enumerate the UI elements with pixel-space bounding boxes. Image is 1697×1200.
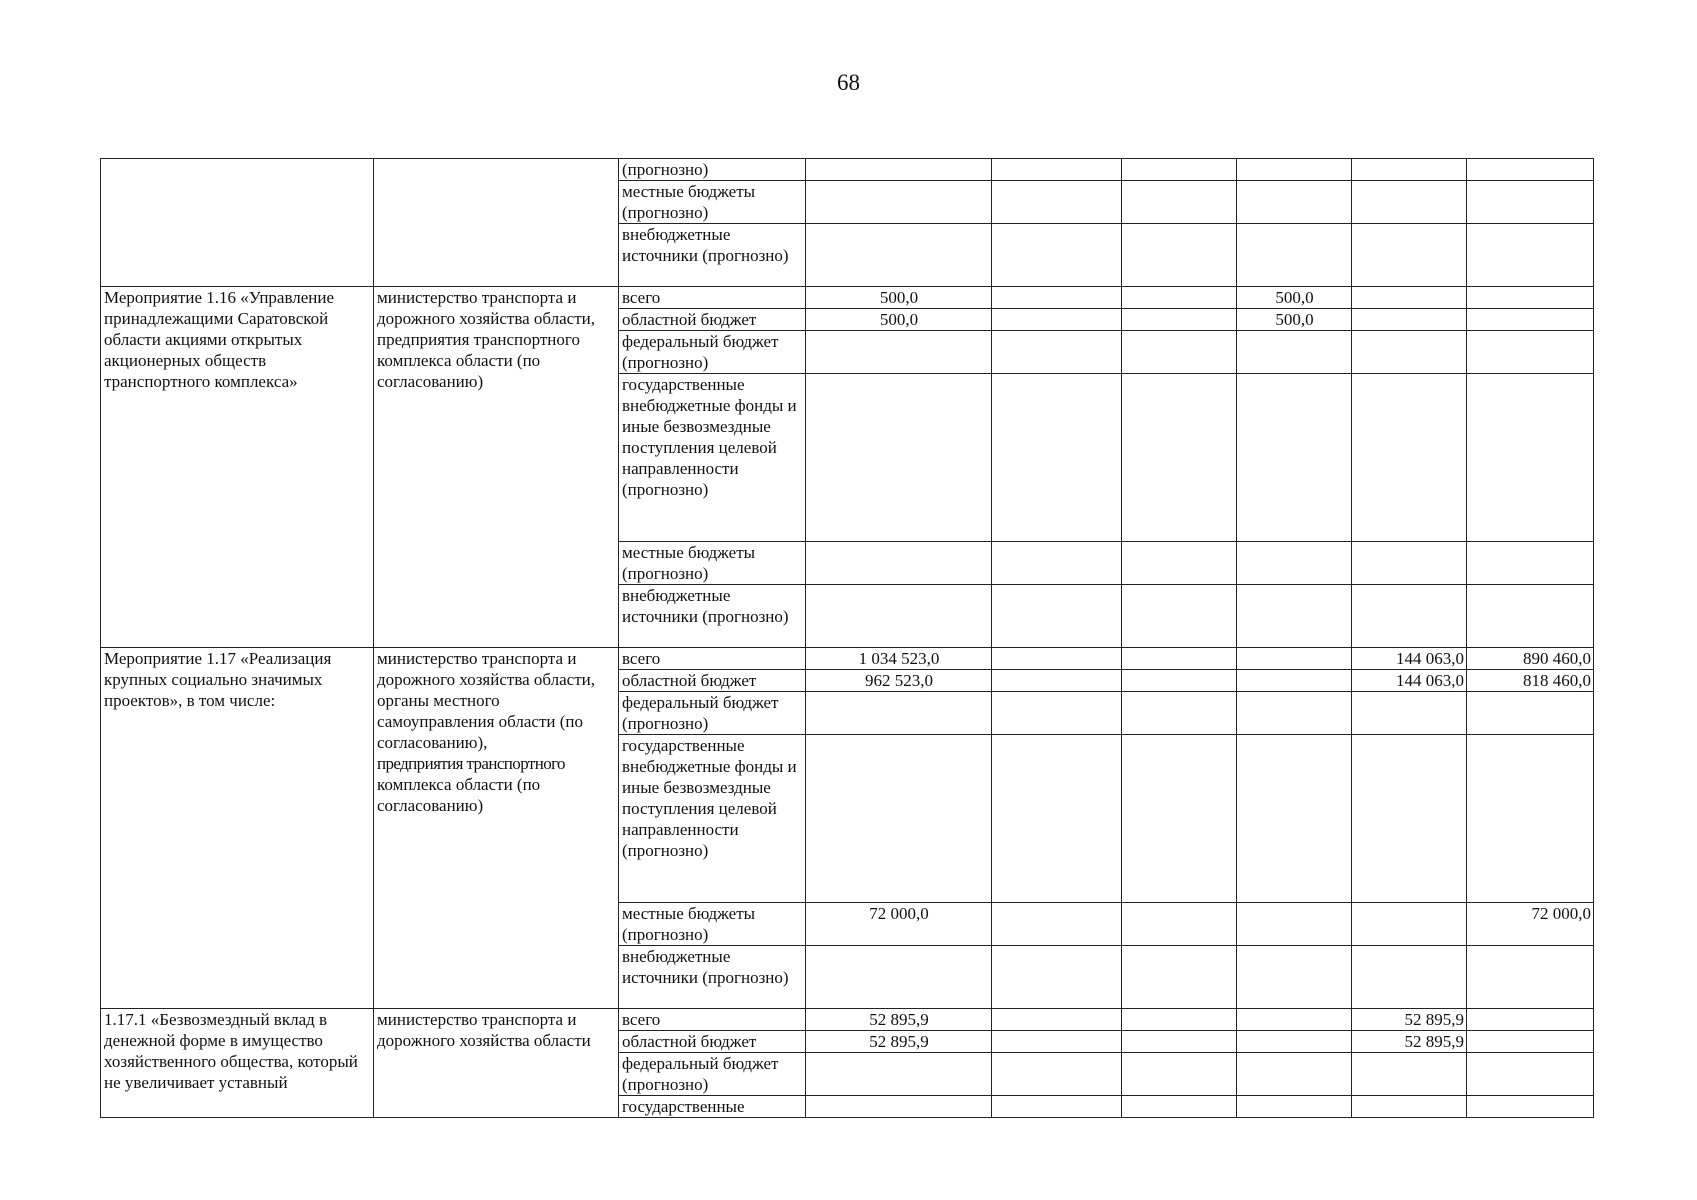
- activity-name-cell: Мероприятие 1.16 «Управление принадлежащими Саратовской области акциями открытых акционерных обществ транспортного комплекса»: [101, 287, 374, 648]
- value-cell: 52 895,9: [806, 1031, 992, 1053]
- source-cell: федеральный бюджет (прогнозно): [619, 1053, 806, 1096]
- source-cell: (прогнозно): [619, 159, 806, 181]
- activity-name-cell: [101, 159, 374, 287]
- source-cell: государственные внебюджетные фонды и иные безвозмездные поступления целевой направленности (прогнозно): [619, 735, 806, 903]
- activity-name-cell: 1.17.1 «Безвозмездный вклад в денежной форме в имущество хозяйственного общества, который не увеличивает уставный: [101, 1009, 374, 1118]
- table-row: [101, 287, 1594, 309]
- executor-cell: министерство транспорта и дорожного хозяйства области: [374, 1009, 619, 1118]
- page-number: 68: [837, 70, 860, 95]
- table-row: [101, 1009, 1594, 1031]
- source-cell: областной бюджет: [619, 670, 806, 692]
- budget-table: [100, 158, 1594, 1118]
- value-cell: 500,0: [1237, 309, 1352, 331]
- source-cell: внебюджетные источники (прогнозно): [619, 946, 806, 1009]
- value-cell: 72 000,0: [806, 903, 992, 946]
- source-cell: внебюджетные источники (прогнозно): [619, 585, 806, 648]
- source-cell: федеральный бюджет (прогнозно): [619, 692, 806, 735]
- value-cell: 52 895,9: [1352, 1009, 1467, 1031]
- value-cell: 144 063,0: [1352, 648, 1467, 670]
- source-cell: всего: [619, 287, 806, 309]
- source-cell: федеральный бюджет (прогнозно): [619, 331, 806, 374]
- source-cell: всего: [619, 648, 806, 670]
- executor-text: комплекса области (по согласованию): [377, 775, 541, 815]
- source-cell: государственные: [619, 1096, 806, 1118]
- executor-text: предприятия транспортного: [377, 754, 565, 773]
- source-cell: государственные внебюджетные фонды и иные безвозмездные поступления целевой направленности (прогнозно): [619, 374, 806, 542]
- executor-cell: [374, 648, 619, 1009]
- source-cell: местные бюджеты (прогнозно): [619, 181, 806, 224]
- table-row: [101, 648, 1594, 670]
- source-cell: внебюджетные источники (прогнозно): [619, 224, 806, 287]
- value-cell: 500,0: [1237, 287, 1352, 309]
- source-cell: областной бюджет: [619, 309, 806, 331]
- source-cell: областной бюджет: [619, 1031, 806, 1053]
- executor-text: министерство транспорта и дорожного хозяйства области, органы местного самоуправления области (по согласованию),: [377, 649, 596, 752]
- value-cell: 962 523,0: [806, 670, 992, 692]
- value-cell: 500,0: [806, 287, 992, 309]
- value-cell: 72 000,0: [1467, 903, 1594, 946]
- source-cell: всего: [619, 1009, 806, 1031]
- value-cell: 890 460,0: [1467, 648, 1594, 670]
- value-cell: 52 895,9: [1352, 1031, 1467, 1053]
- value-cell: 818 460,0: [1467, 670, 1594, 692]
- value-cell: 52 895,9: [806, 1009, 992, 1031]
- activity-name-cell: Мероприятие 1.17 «Реализация крупных социально значимых проектов», в том числе:: [101, 648, 374, 1009]
- source-cell: местные бюджеты (прогнозно): [619, 903, 806, 946]
- executor-cell: [374, 159, 619, 287]
- value-cell: 144 063,0: [1352, 670, 1467, 692]
- table-row: [101, 159, 1594, 181]
- value-cell: 1 034 523,0: [806, 648, 992, 670]
- executor-cell: министерство транспорта и дорожного хозяйства области, предприятия транспортного комплекса области (по согласованию): [374, 287, 619, 648]
- source-cell: местные бюджеты (прогнозно): [619, 542, 806, 585]
- value-cell: 500,0: [806, 309, 992, 331]
